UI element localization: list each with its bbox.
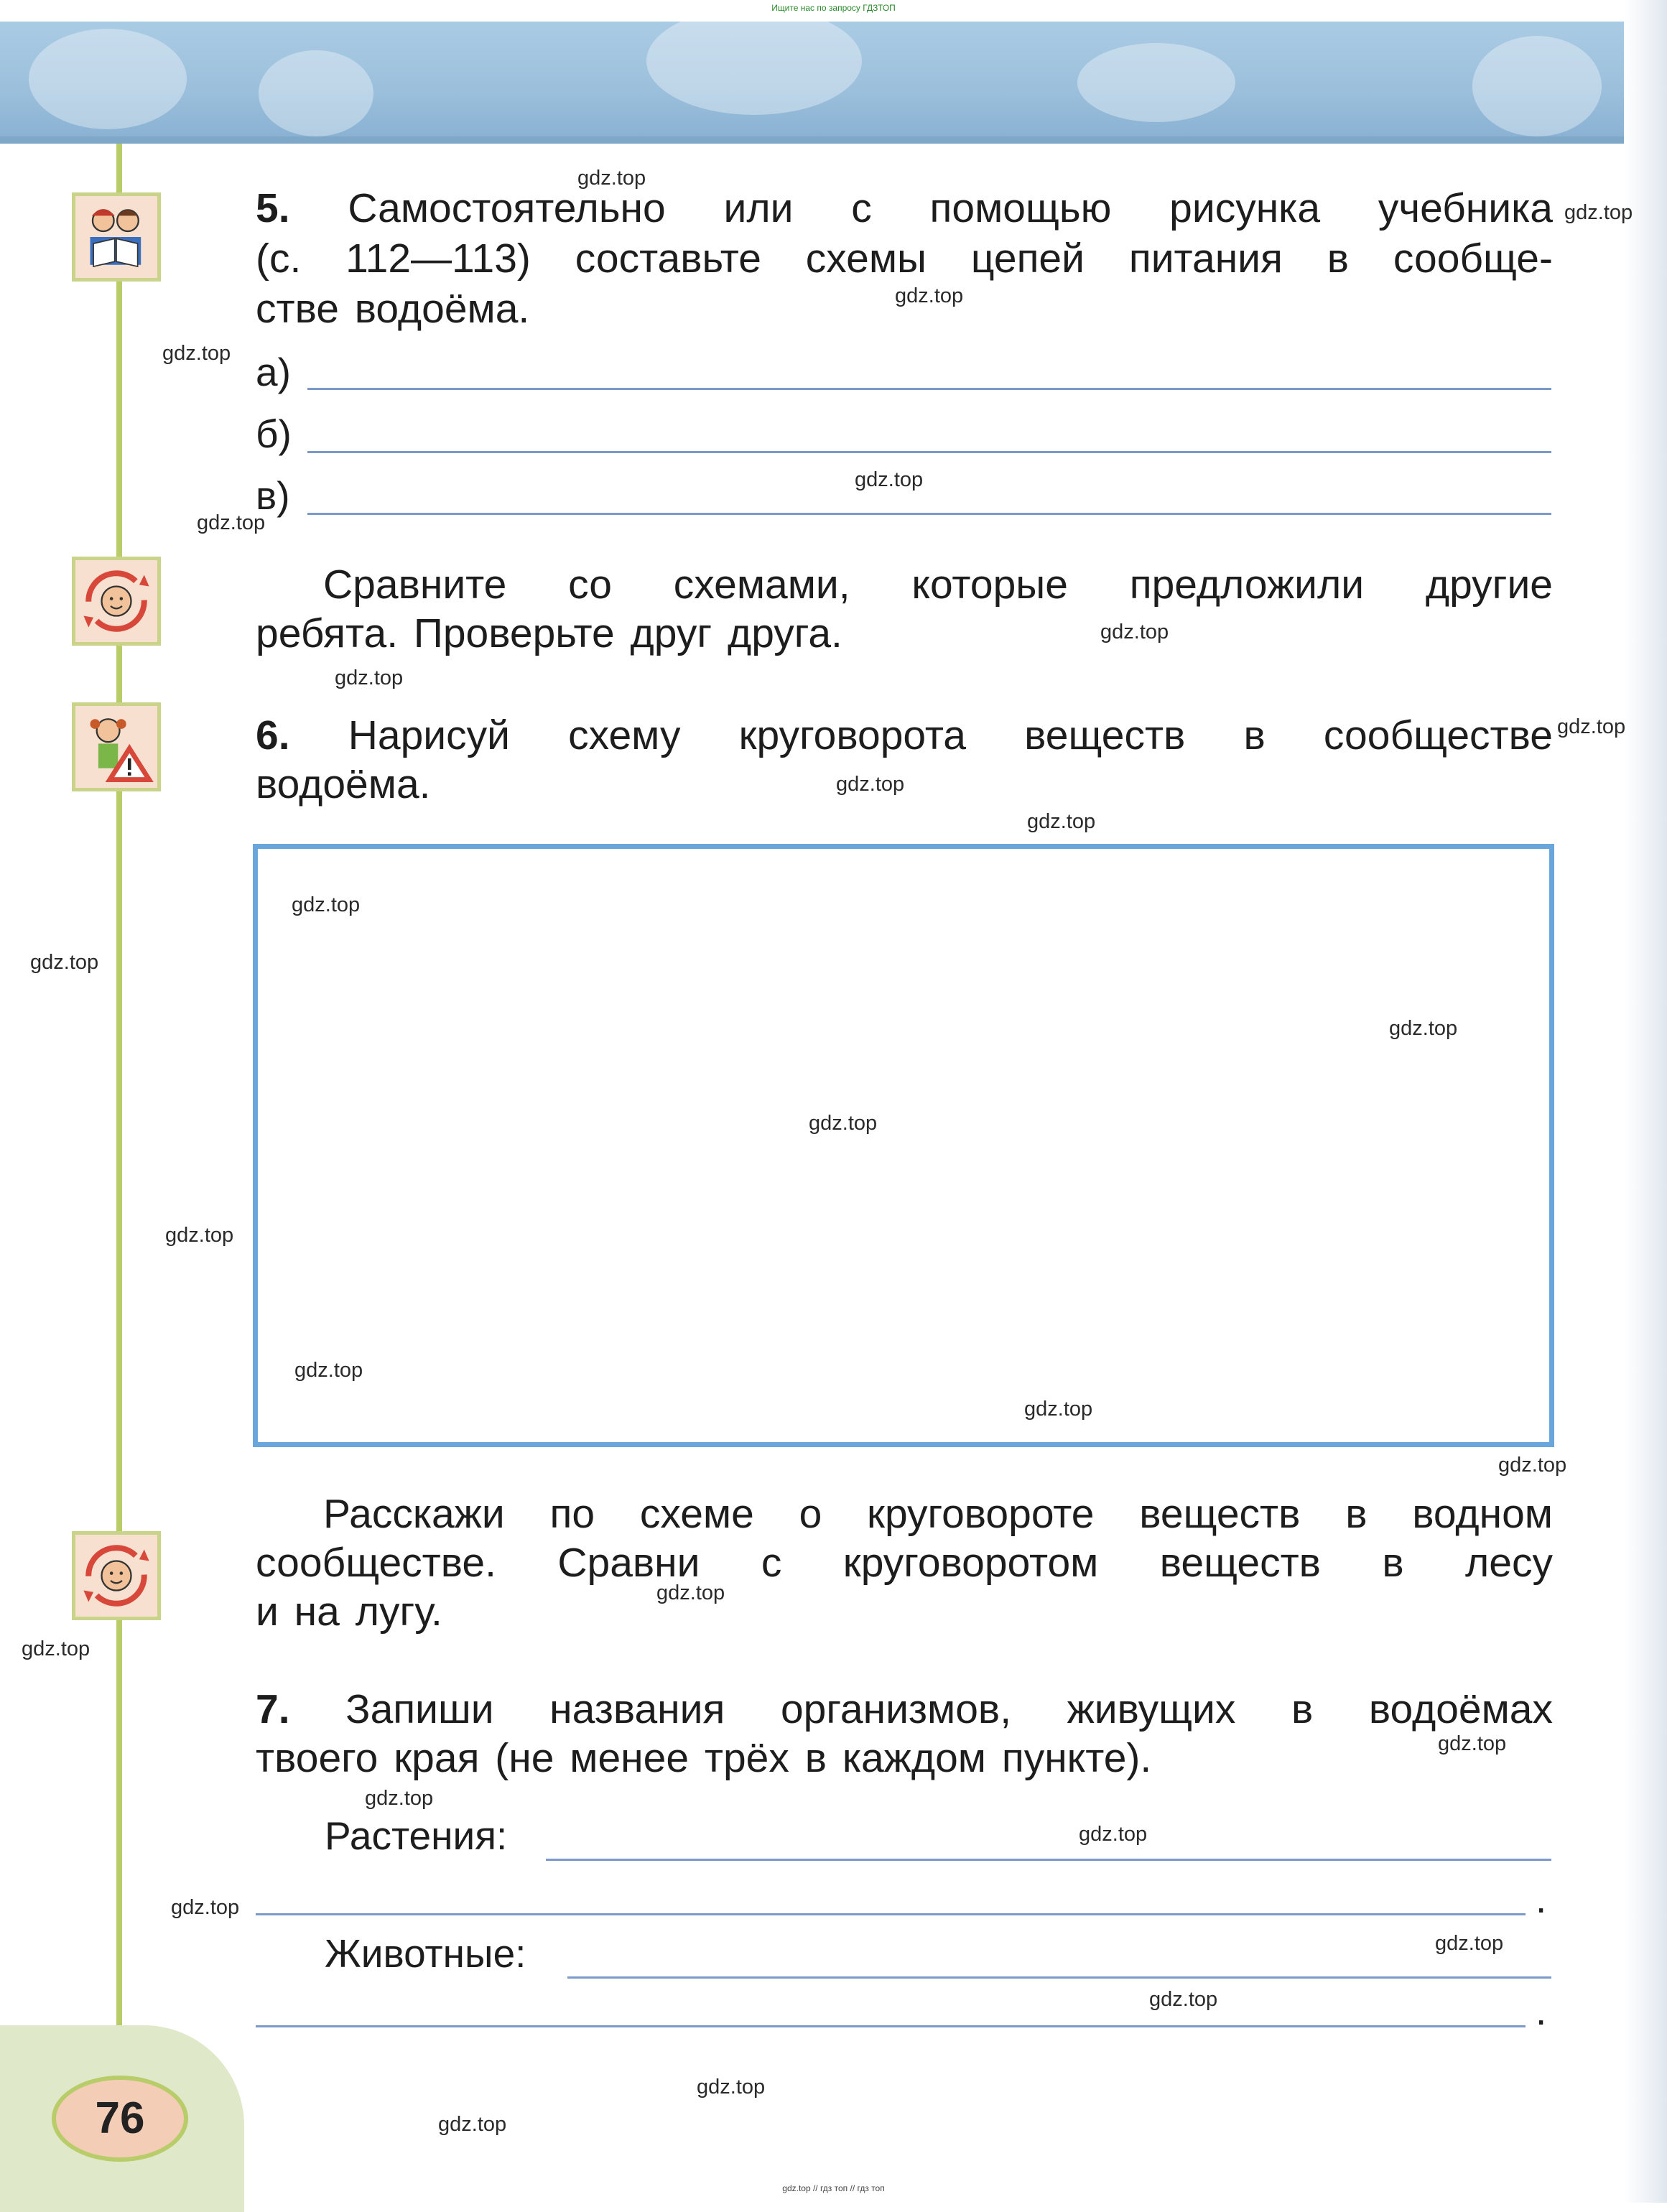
task5-answer-line-a[interactable] (307, 388, 1551, 390)
task5-line1: 5. Самостоятельно или с помощью рисунка учебника (256, 185, 1553, 231)
banner-edge (0, 136, 1630, 144)
watermark: gdz.top (1389, 1017, 1458, 1040)
task5-option-c: в) (256, 473, 290, 518)
discussion-cycle-icon (72, 557, 161, 646)
task6-line2: водоёма. (256, 761, 431, 807)
task6-number: 6. (256, 712, 290, 758)
task5-number: 5. (256, 185, 290, 231)
watermark: gdz.top (30, 951, 99, 974)
watermark: gdz.top (1564, 201, 1633, 224)
watermark: gdz.top (197, 511, 266, 534)
retell-line2: сообществе. Сравни с круговоротом веществ в лесу (256, 1540, 1553, 1586)
watermark: gdz.top (165, 1224, 234, 1247)
plants-answer-line-1[interactable] (546, 1859, 1551, 1861)
header-note: Ищите нас по запросу ГДЗТОП (771, 3, 896, 13)
task5-line3: стве водоёма. (256, 286, 530, 332)
watermark: gdz.top (577, 167, 646, 190)
watermark: gdz.top (1024, 1398, 1093, 1421)
watermark: gdz.top (438, 2113, 507, 2136)
header-banner (0, 22, 1630, 144)
watermark: gdz.top (809, 1112, 878, 1135)
watermark: gdz.top (292, 893, 361, 916)
watermark: gdz.top (22, 1637, 90, 1660)
watermark: gdz.top (365, 1787, 434, 1810)
watermark: gdz.top (171, 1896, 240, 1919)
footer-note: gdz.top // гдз топ // гдз топ (782, 2183, 885, 2193)
watermark: gdz.top (1557, 715, 1626, 738)
plants-end-mark: . (1536, 1877, 1547, 1921)
watermark: gdz.top (335, 666, 404, 689)
retell-line1: Расскажи по схеме о круговороте веществ в водном (323, 1491, 1553, 1537)
watermark: gdz.top (1149, 1988, 1218, 2011)
task5-answer-line-c[interactable] (307, 513, 1551, 515)
task5-line2: (с. 112—113) составьте схемы цепей питания в сообще- (256, 236, 1553, 282)
retell-line3: и на лугу. (256, 1589, 442, 1635)
watermark: gdz.top (855, 468, 924, 491)
watermark: gdz.top (162, 342, 231, 365)
watermark: gdz.top (294, 1359, 363, 1382)
margin-rule (116, 144, 122, 2097)
watermark: gdz.top (1027, 810, 1096, 833)
task5-option-a: а) (256, 350, 291, 394)
watermark: gdz.top (656, 1581, 725, 1604)
animals-label: Животные: (325, 1931, 526, 1976)
drawing-area[interactable] (253, 844, 1554, 1447)
watermark: gdz.top (836, 773, 905, 796)
animals-answer-line-1[interactable] (567, 1976, 1551, 1979)
animals-answer-line-2[interactable] (256, 2025, 1526, 2027)
compare-line2: ребята. Проверьте друг друга. (256, 610, 842, 656)
watermark: gdz.top (697, 2076, 766, 2099)
compare-line1: Сравните со схемами, которые предложили другие (323, 562, 1553, 608)
plants-label: Растения: (325, 1813, 508, 1858)
animals-end-mark: . (1536, 1989, 1547, 2033)
page-fold-shadow (1624, 0, 1667, 2203)
task5-answer-line-b[interactable] (307, 451, 1551, 453)
watermark: gdz.top (1438, 1732, 1507, 1755)
task7-line2: твоего края (не менее трёх в каждом пункте). (256, 1735, 1152, 1781)
plants-answer-line-2[interactable] (256, 1913, 1526, 1915)
watermark: gdz.top (895, 284, 964, 307)
watermark: gdz.top (1435, 1932, 1504, 1955)
discussion-cycle-icon (72, 1531, 161, 1620)
task5-option-b: б) (256, 412, 292, 456)
girl-warning-sign-icon (72, 702, 161, 791)
watermark: gdz.top (1079, 1823, 1148, 1846)
task7-line1: 7. Запиши названия организмов, живущих в водоёмах (256, 1686, 1553, 1732)
task7-number: 7. (256, 1686, 290, 1732)
watermark: gdz.top (1498, 1454, 1567, 1477)
watermark: gdz.top (1100, 621, 1169, 643)
task6-line1: 6. Нарисуй схему круговорота веществ в сообществе (256, 712, 1553, 758)
page-number: 76 (52, 2076, 188, 2162)
children-reading-icon (72, 192, 161, 282)
